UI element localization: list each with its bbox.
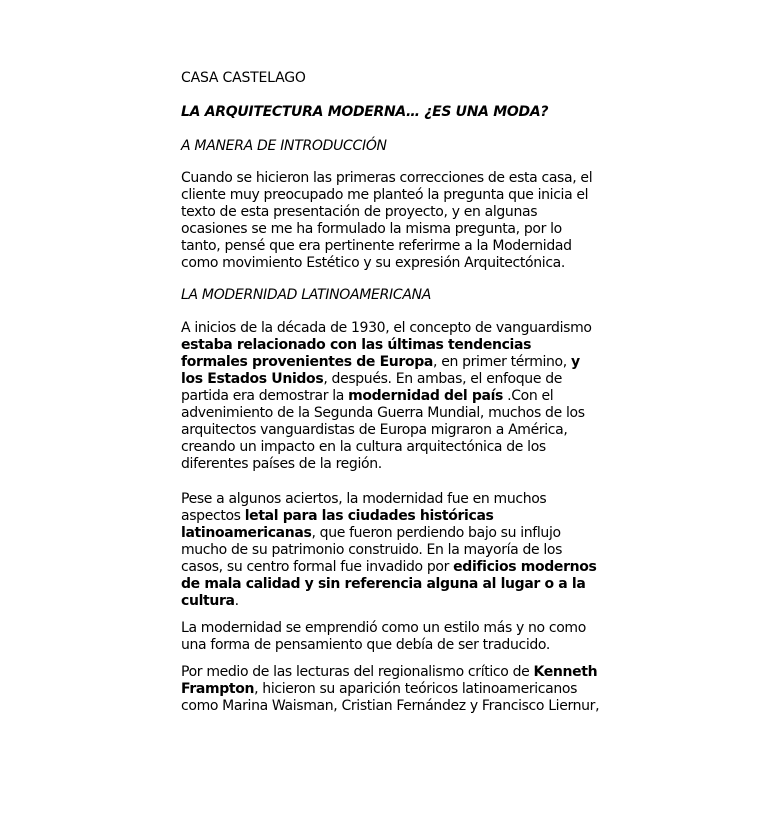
paragraph-text: Por medio de las lecturas del regionalismo crítico de (181, 664, 534, 680)
document-page (181, 68, 601, 715)
paragraph-text: . (234, 593, 239, 609)
paragraph-text: , en primer término, (433, 354, 571, 370)
paragraph-style: La modernidad se emprendió como un estilo más y no como una forma de pensamiento que debía de ser traducido. (181, 620, 586, 653)
paragraph-regionalism (181, 664, 601, 715)
document-subtitle: LA ARQUITECTURA MODERNA… ¿ES UNA MODA? (181, 104, 549, 120)
document-title: CASA CASTELAGO (181, 70, 306, 86)
paragraph-text: , después. En ambas, el enfoque de partida era demostrar la (181, 371, 562, 404)
paragraph-text: A inicios de la década de 1930, el concepto de vanguardismo (181, 320, 592, 336)
intro-heading: A MANERA DE INTRODUCCIÓN (181, 138, 387, 154)
paragraph-text: , que fueron perdiendo bajo su influjo mucho de su patrimonio construido. En la mayoría de los casos, su centro formal fue invadido por (181, 525, 563, 575)
paragraph-text: .Con el advenimiento de la Segunda Guerra Mundial, muchos de los arquitectos vanguardistas de Europa migraron a América, creando un impacto en la cultura arquitectónica de los diferentes países de la región. (181, 388, 585, 472)
paragraph-text: Pese a algunos aciertos, la modernidad fue en muchos aspectos (181, 491, 547, 524)
paragraph-bold-text: letal para las ciudades históricas latinoamericanas (181, 508, 494, 541)
paragraph-text: , hicieron su aparición teóricos latinoamericanos como Marina Waisman, Cristian Fernández y Francisco Liernur, (181, 681, 600, 714)
intro-paragraph: Cuando se hicieron las primeras correcciones de esta casa, el cliente muy preocupado me planteó la pregunta que inicia el texto de esta presentación de proyecto, y en algunas ocasiones se me ha formulado la misma pregunta, por lo tanto, pensé que era pertinente referirme a la Modernidad como movimiento Estético y su expresión Arquitectónica. (181, 170, 593, 271)
paragraph-bold-text: estaba relacionado con las últimas tendencias formales provenientes de Europa (181, 337, 532, 370)
paragraph-bold-text: edificios modernos de mala calidad y sin referencia alguna al lugar o a la cultura (181, 559, 597, 609)
paragraph-impact (181, 491, 601, 610)
section-heading: LA MODERNIDAD LATINOAMERICANA (181, 287, 432, 303)
paragraph-bold-text: modernidad del país (348, 388, 504, 404)
paragraph-bold-text: y los Estados Unidos (181, 354, 580, 387)
paragraph-bold-text: Kenneth Frampton (181, 664, 598, 697)
paragraph-vanguardism (181, 320, 601, 473)
